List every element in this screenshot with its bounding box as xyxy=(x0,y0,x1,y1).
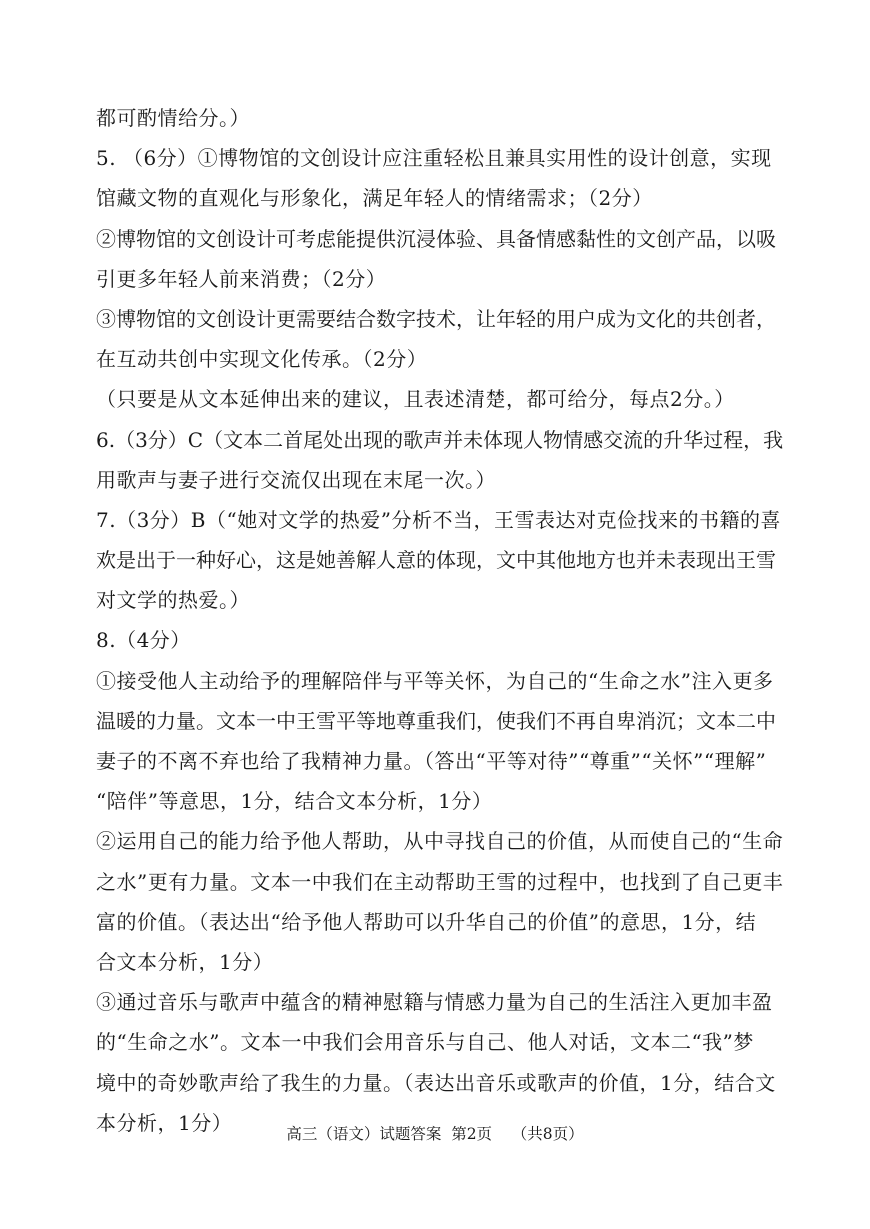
answer-text-body xyxy=(96,98,786,1143)
page-footer: 高三（语文）试题答案 第2页 （共8页） xyxy=(286,1125,584,1143)
text-line: 欢是出于一种好心，这是她善解人意的体现，文中其他地方也并未表现出王雪 xyxy=(96,548,776,573)
text-line: 7.（3分）B（“她对文学的热爱”分析不当，王雪表达对克俭找来的书籍的喜 xyxy=(96,507,781,532)
text-line: 温暖的力量。文本一中王雪平等地尊重我们，使我们不再自卑消沉；文本二中 xyxy=(96,708,776,733)
text-line: （只要是从文本延伸出来的建议，且表述清楚，都可给分，每点2分。） xyxy=(96,387,735,412)
text-line: 妻子的不离不弃也给了我精神力量。（答出“平等对待”“尊重”“关怀”“理解” xyxy=(96,749,767,773)
text-line: 本分析，1分） xyxy=(96,1110,233,1135)
text-line: ②博物馆的文创设计可考虑能提供沉浸体验、具备情感黏性的文创产品，以吸 xyxy=(96,226,776,251)
text-line: 合文本分析，1分） xyxy=(96,949,274,974)
text-line: 之水”更有力量。文本一中我们在主动帮助王雪的过程中，也找到了自己更丰 xyxy=(96,869,784,894)
text-line: 6.（3分）C（文本二首尾处出现的歌声并未体现人物情感交流的升华过程，我 xyxy=(96,427,784,452)
text-line: ③博物馆的文创设计更需要结合数字技术，让年轻的用户成为文化的共创者， xyxy=(96,306,776,331)
text-line: 都可酌情给分。） xyxy=(96,106,250,130)
text-line: 馆藏文物的直观化与形象化，满足年轻人的情绪需求；（2分） xyxy=(96,186,653,211)
text-line: 5. （6分）①博物馆的文创设计应注重轻松且兼具实用性的设计创意，实现 xyxy=(96,146,772,171)
text-line: 用歌声与妻子进行交流仅出现在末尾一次。） xyxy=(96,467,496,492)
text-line: 的“生命之水”。文本一中我们会用音乐与自己、他人对话，文本二“我”梦 xyxy=(96,1030,754,1055)
text-line: 富的价值。（表达出“给予他人帮助可以升华自己的价值”的意思，1分，结 xyxy=(96,909,757,934)
text-line: ②运用自己的能力给予他人帮助，从中寻找自己的价值，从而使自己的“生命 xyxy=(96,829,784,854)
text-line: ③通过音乐与歌声中蕴含的精神慰籍与情感力量为自己的生活注入更加丰盈 xyxy=(96,990,773,1015)
text-line: 引更多年轻人前来消费；（2分） xyxy=(96,266,387,291)
text-line: 8.（4分） xyxy=(96,628,191,653)
text-line: “陪伴”等意思，1分，结合文本分析，1分） xyxy=(96,789,493,814)
text-line: 境中的奇妙歌声给了我生的力量。（表达出音乐或歌声的价值，1分，结合文 xyxy=(96,1070,776,1095)
text-line: 对文学的热爱。） xyxy=(96,588,250,613)
text-line: ①接受他人主动给予的理解陪伴与平等关怀，为自己的“生命之水”注入更多 xyxy=(96,668,774,693)
text-line: 在互动共创中实现文化传承。（2分） xyxy=(96,347,428,372)
